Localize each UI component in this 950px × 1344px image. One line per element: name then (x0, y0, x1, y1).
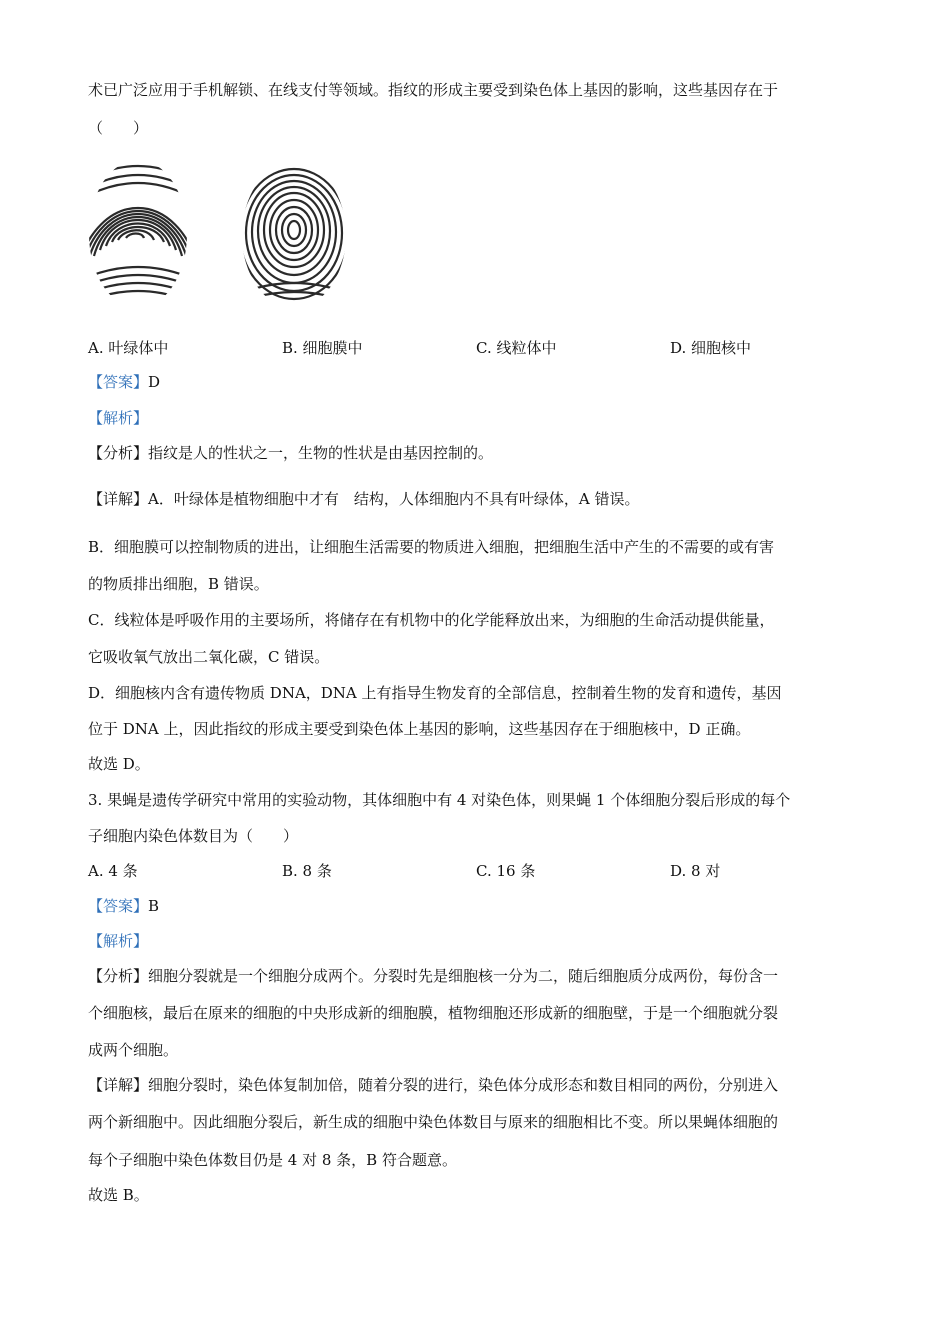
answer-value: B (148, 897, 160, 915)
fingerprint-loop-icon (86, 156, 190, 312)
fenxi-text: 细胞分裂就是一个细胞分成两个。分裂时先是细胞核一分为二，随后细胞质分成两份，每份含一 (148, 967, 779, 985)
fingerprint-whorl-icon (239, 158, 349, 312)
detail-text: A．叶绿体是植物细胞中才有 结构，人体细胞内不具有叶绿体，A 错误。 (148, 490, 640, 508)
q2-detail-d2: 位于 DNA 上，因此指纹的形成主要受到染色体上基因的影响，这些基因存在于细胞核中，D 正确。 (88, 720, 751, 738)
q2-stem-line2: （ ） (88, 119, 149, 137)
q2-option-d: D. 细胞核中 (670, 339, 752, 357)
q2-detail-c1: C．线粒体是呼吸作用的主要场所，将储存在有机物中的化学能释放出来，为细胞的生命活动提供能量， (88, 611, 775, 629)
q2-option-b: B. 细胞膜中 (282, 339, 363, 357)
q3-option-b: B. 8 条 (282, 862, 332, 880)
q3-option-c: C. 16 条 (476, 862, 536, 880)
q3-fenxi-line3: 成两个细胞。 (88, 1041, 179, 1059)
detail-tag: 【详解】 (88, 490, 149, 508)
detail-text: 细胞分裂时，染色体复制加倍，随着分裂的进行，染色体分成形态和数目相同的两份，分别进入 (148, 1076, 779, 1094)
q2-analysis-tag: 【解析】 (88, 409, 149, 427)
answer-tag: 【答案】 (88, 373, 149, 391)
detail-tag: 【详解】 (88, 1076, 149, 1094)
q2-stem-line1: 术已广泛应用于手机解锁、在线支付等领域。指纹的形成主要受到染色体上基因的影响，这些基因存在于 (88, 81, 779, 99)
q3-conclusion: 故选 B。 (88, 1186, 149, 1204)
q3-stem-line1: 3. 果蝇是遗传学研究中常用的实验动物，其体细胞中有 4 对染色体，则果蝇 1 个体细胞分裂后形成的每个 (88, 791, 791, 809)
answer-value: D (148, 373, 161, 391)
q2-detail-a (88, 489, 639, 509)
q3-fenxi-line1 (88, 966, 778, 986)
answer-tag: 【答案】 (88, 897, 149, 915)
q2-option-c: C. 线粒体中 (476, 339, 557, 357)
fenxi-tag: 【分析】 (88, 967, 149, 985)
q2-detail-b1: B．细胞膜可以控制物质的进出，让细胞生活需要的物质进入细胞，把细胞生活中产生的不需要的或有害 (88, 538, 775, 556)
q2-answer (88, 372, 160, 392)
q3-detail-line1 (88, 1075, 778, 1095)
q2-fenxi (88, 443, 493, 463)
q2-detail-c2: 它吸收氧气放出二氧化碳，C 错误。 (88, 648, 330, 666)
q3-option-d: D. 8 对 (670, 862, 721, 880)
fenxi-tag: 【分析】 (88, 444, 149, 462)
q3-detail-line2: 两个新细胞中。因此细胞分裂后，新生成的细胞中染色体数目与原来的细胞相比不变。所以果蝇体细胞的 (88, 1113, 779, 1131)
q2-conclusion: 故选 D。 (88, 755, 150, 773)
q3-answer (88, 896, 159, 916)
q2-detail-b2: 的物质排出细胞，B 错误。 (88, 575, 269, 593)
q3-stem-line2: 子细胞内染色体数目为（ ） (88, 827, 299, 845)
q2-option-a: A. 叶绿体中 (88, 339, 169, 357)
q3-analysis-tag: 【解析】 (88, 932, 149, 950)
q3-detail-line3: 每个子细胞中染色体数目仍是 4 对 8 条，B 符合题意。 (88, 1151, 457, 1169)
fenxi-text: 指纹是人的性状之一，生物的性状是由基因控制的。 (148, 444, 494, 462)
q2-detail-d1: D．细胞核内含有遗传物质 DNA，DNA 上有指导生物发育的全部信息，控制着生物的发育和遗传，基因 (88, 684, 782, 702)
q3-option-a: A. 4 条 (88, 862, 138, 880)
q3-fenxi-line2: 个细胞核，最后在原来的细胞的中央形成新的细胞膜，植物细胞还形成新的细胞壁，于是一个细胞就分裂 (88, 1004, 779, 1022)
